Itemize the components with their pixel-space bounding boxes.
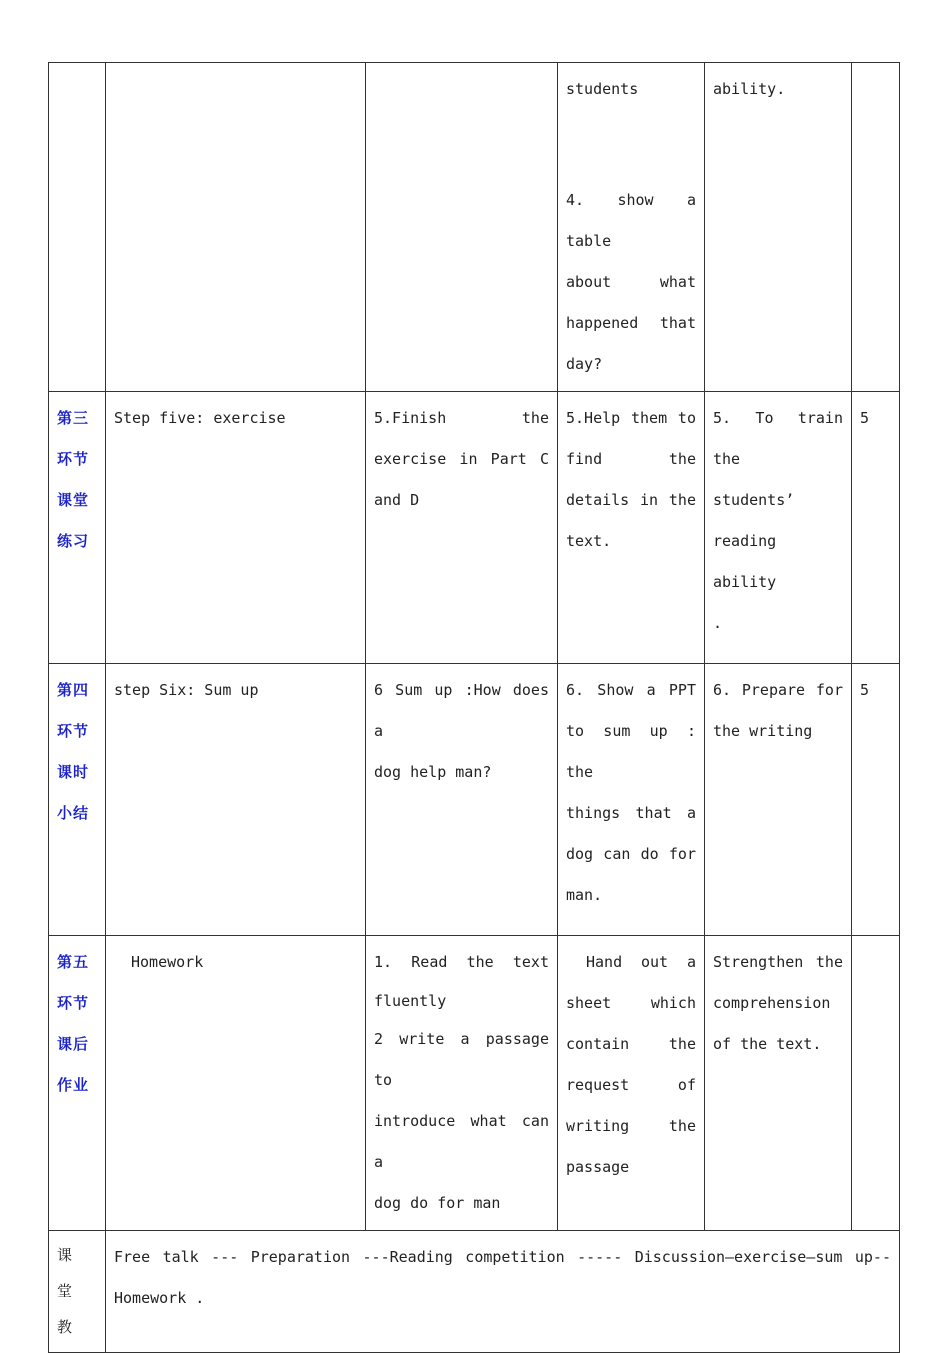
teaching-flow-summary-cell <box>106 1231 900 1353</box>
time-cell <box>852 936 900 1231</box>
cell-text-line: contain the <box>566 1035 696 1053</box>
cell-text-line: 5. To train the <box>713 409 843 468</box>
step-cell <box>106 664 366 936</box>
table-row <box>49 63 900 392</box>
time-cell <box>852 63 900 392</box>
cell-text-line: 2 write a passage to <box>374 1030 549 1089</box>
cell-text-line: exercise in Part C <box>374 450 549 468</box>
time-cell <box>852 392 900 664</box>
stage-label-cell <box>49 1231 106 1353</box>
stage-label-line: 环节 <box>57 994 90 1012</box>
table-row <box>49 664 900 936</box>
table-row <box>49 1231 900 1353</box>
cell-text-line: and D <box>374 491 420 509</box>
cell-text-line: dog can do for <box>566 845 696 863</box>
stage-label-line: 课后 <box>57 1035 90 1053</box>
cell-text-line: Free talk --- Preparation ---Reading competition ----- Discussion—exercise—sum up-- <box>114 1248 891 1266</box>
cell-text-line: students’ <box>713 491 795 509</box>
cell-text-line: details in the <box>566 491 696 509</box>
step-title: Homework <box>131 953 204 971</box>
cell-text-line: 5.Help them to <box>566 409 696 427</box>
stage-label-line: 第五 <box>57 953 90 971</box>
stage-label-line: 小结 <box>57 804 90 822</box>
student-activity-cell <box>366 63 558 392</box>
purpose-cell <box>705 63 852 392</box>
stage-label-line: 课堂 <box>57 491 90 509</box>
table-row <box>49 392 900 664</box>
cell-text-line: 6. Show a PPT <box>566 681 696 699</box>
stage-label-line: 课时 <box>57 763 90 781</box>
cell-text-line: 1. Read the text <box>374 953 549 971</box>
step-cell <box>106 63 366 392</box>
cell-text-line: request of <box>566 1076 696 1094</box>
stage-label-cell <box>49 392 106 664</box>
stage-label-line: 教 <box>57 1318 74 1336</box>
cell-text-line: passage <box>566 1158 630 1176</box>
cell-text-line: day? <box>566 355 603 373</box>
cell-text-line: about what <box>566 273 696 291</box>
cell-text-line: comprehension <box>713 994 831 1012</box>
stage-label-line: 第四 <box>57 681 90 699</box>
cell-text-line: of the text. <box>713 1035 822 1053</box>
step-cell <box>106 936 366 1231</box>
purpose-cell <box>705 392 852 664</box>
stage-label-cell <box>49 63 106 392</box>
cell-text-line: 6. Prepare for <box>713 681 843 699</box>
time-value: 5 <box>860 681 870 699</box>
cell-text-line: students <box>566 80 639 98</box>
student-activity-cell <box>366 936 558 1231</box>
purpose-cell <box>705 936 852 1231</box>
cell-text-line: the writing <box>713 722 813 740</box>
cell-text-line: to sum up : the <box>566 722 696 781</box>
stage-label-line: 堂 <box>57 1282 74 1300</box>
step-cell <box>106 392 366 664</box>
purpose-cell <box>705 664 852 936</box>
cell-text-line: 5.Finish the <box>374 409 549 427</box>
cell-text-line: Homework . <box>114 1289 205 1307</box>
cell-text-line: 6 Sum up :How does a <box>374 681 549 740</box>
step-title: Step five: exercise <box>114 409 286 427</box>
cell-text-line: 4. show a table <box>566 191 696 250</box>
cell-text-line: Hand out a <box>586 953 696 971</box>
teacher-activity-cell <box>558 664 705 936</box>
time-cell <box>852 664 900 936</box>
time-value: 5 <box>860 409 870 427</box>
cell-text-line: dog help man? <box>374 763 492 781</box>
student-activity-cell <box>366 392 558 664</box>
stage-label-line: 环节 <box>57 450 90 468</box>
cell-text-line: happened that <box>566 314 696 332</box>
teacher-activity-cell <box>558 936 705 1231</box>
cell-text-line: dog do for man <box>374 1194 501 1212</box>
teacher-activity-cell <box>558 63 705 392</box>
cell-text-line: text. <box>566 532 612 550</box>
step-title: step Six: Sum up <box>114 681 259 699</box>
stage-label-line: 练习 <box>57 532 90 550</box>
teacher-activity-cell <box>558 392 705 664</box>
table-row <box>49 936 900 1231</box>
stage-label-line: 第三 <box>57 409 90 427</box>
cell-text-line: Strengthen the <box>713 953 843 971</box>
lesson-plan-table <box>48 62 900 1353</box>
cell-text-line: find the <box>566 450 696 468</box>
cell-text-line: ability. <box>713 80 786 98</box>
stage-label-cell <box>49 936 106 1231</box>
cell-text-line: introduce what can a <box>374 1112 549 1171</box>
stage-label-line: 课 <box>57 1246 74 1264</box>
cell-text-line: reading ability <box>713 532 777 591</box>
stage-label-line: 环节 <box>57 722 90 740</box>
cell-text-line: sheet which <box>566 994 696 1012</box>
cell-text-line: writing the <box>566 1117 696 1135</box>
stage-label-line: 作业 <box>57 1076 90 1094</box>
cell-text-line: man. <box>566 886 603 904</box>
cell-text-line: things that a <box>566 804 696 822</box>
student-activity-cell <box>366 664 558 936</box>
stage-label-cell <box>49 664 106 936</box>
cell-text-line: fluently <box>374 992 447 1010</box>
cell-text-line: . <box>713 614 723 632</box>
